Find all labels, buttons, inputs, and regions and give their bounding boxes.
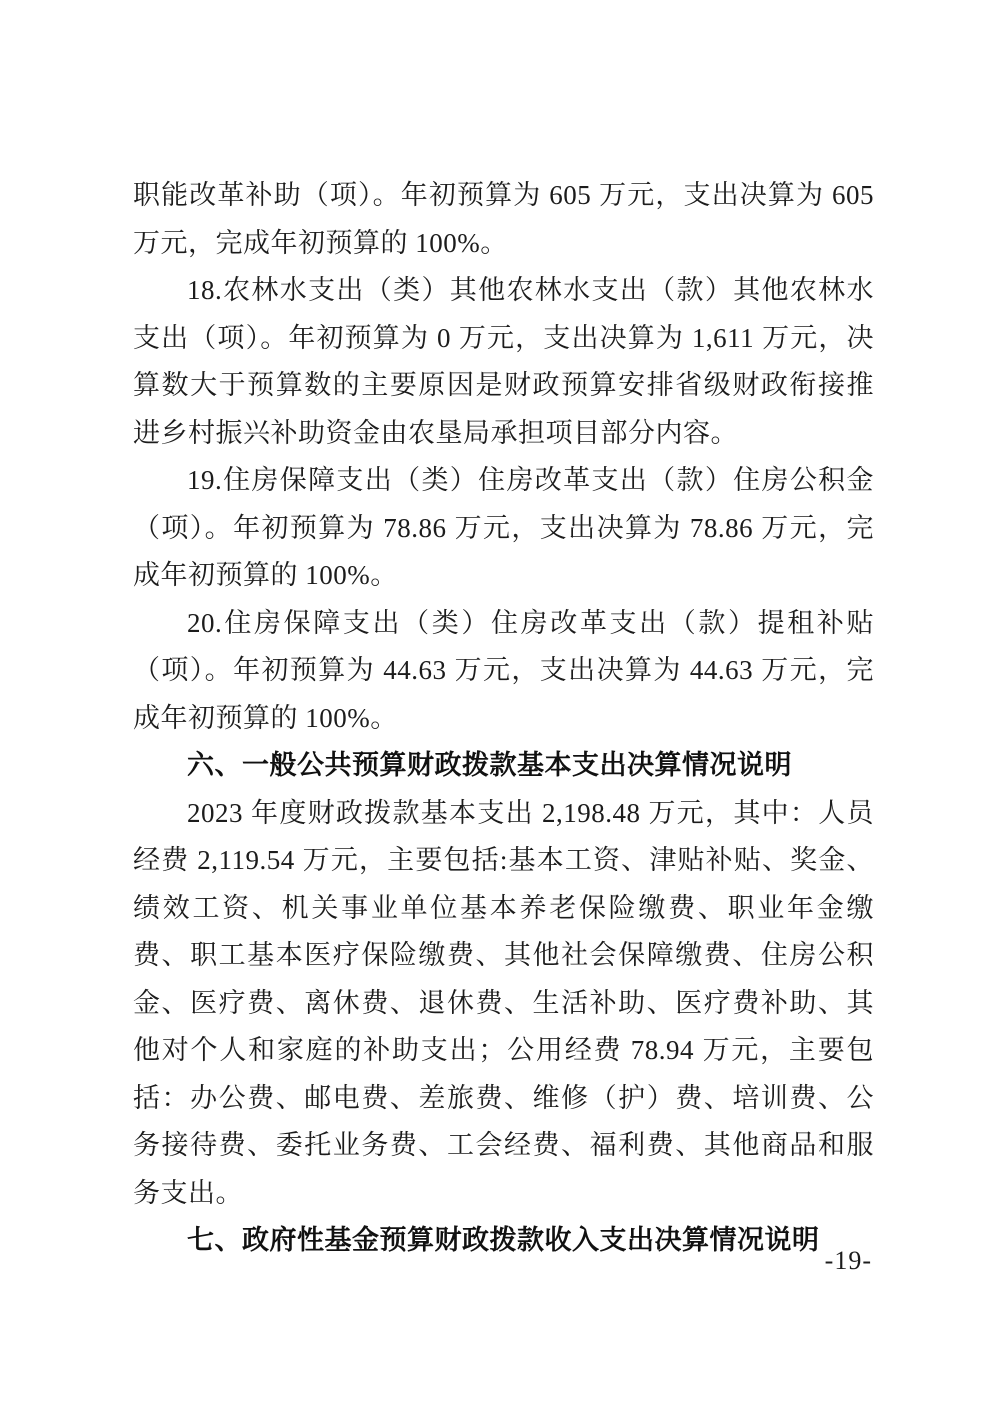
section-heading-6: 六、一般公共预算财政拨款基本支出决算情况说明 xyxy=(187,750,792,780)
page-number: -19- xyxy=(824,1246,872,1275)
paragraph-item-19: 19.住房保障支出（类）住房改革支出（款）住房公积金（项）。年初预算为 78.86 万元，支出决算为 78.86 万元，完成年初预算的 100%。 xyxy=(133,465,874,590)
paragraph-continuation-item-17: 职能改革补助（项）。年初预算为 605 万元，支出决算为 605 万元，完成年初预算的 100%。 xyxy=(133,180,874,258)
document-body xyxy=(133,172,874,1265)
section-heading-7: 七、政府性基金预算财政拨款收入支出决算情况说明 xyxy=(187,1225,820,1255)
paragraph-basic-expenditure-detail: 2023 年度财政拨款基本支出 2,198.48 万元，其中：人员经费 2,119.54 万元，主要包括:基本工资、津贴补贴、奖金、绩效工资、机关事业单位基本养老保险缴费、职业年金缴费、职工基本医疗保险缴费、其他社会保障缴费、住房公积金、医疗费、离休费、退休费、生活补助、医疗费补助、其他对个人和家庭的补助支出；公用经费 78.94 万元，主要包括：办公费、邮电费、差旅费、维修（护）费、培训费、公务接待费、委托业务费、工会经费、福利费、其他商品和服务支出。 xyxy=(133,797,874,1208)
paragraph-item-18: 18.农林水支出（类）其他农林水支出（款）其他农林水支出（项）。年初预算为 0 万元，支出决算为 1,611 万元，决算数大于预算数的主要原因是财政预算安排省级财政衔接推进乡村振兴补助资金由农垦局承担项目部分内容。 xyxy=(133,275,874,448)
paragraph-item-20: 20.住房保障支出（类）住房改革支出（款）提租补贴（项）。年初预算为 44.63 万元，支出决算为 44.63 万元，完成年初预算的 100%。 xyxy=(133,607,874,733)
